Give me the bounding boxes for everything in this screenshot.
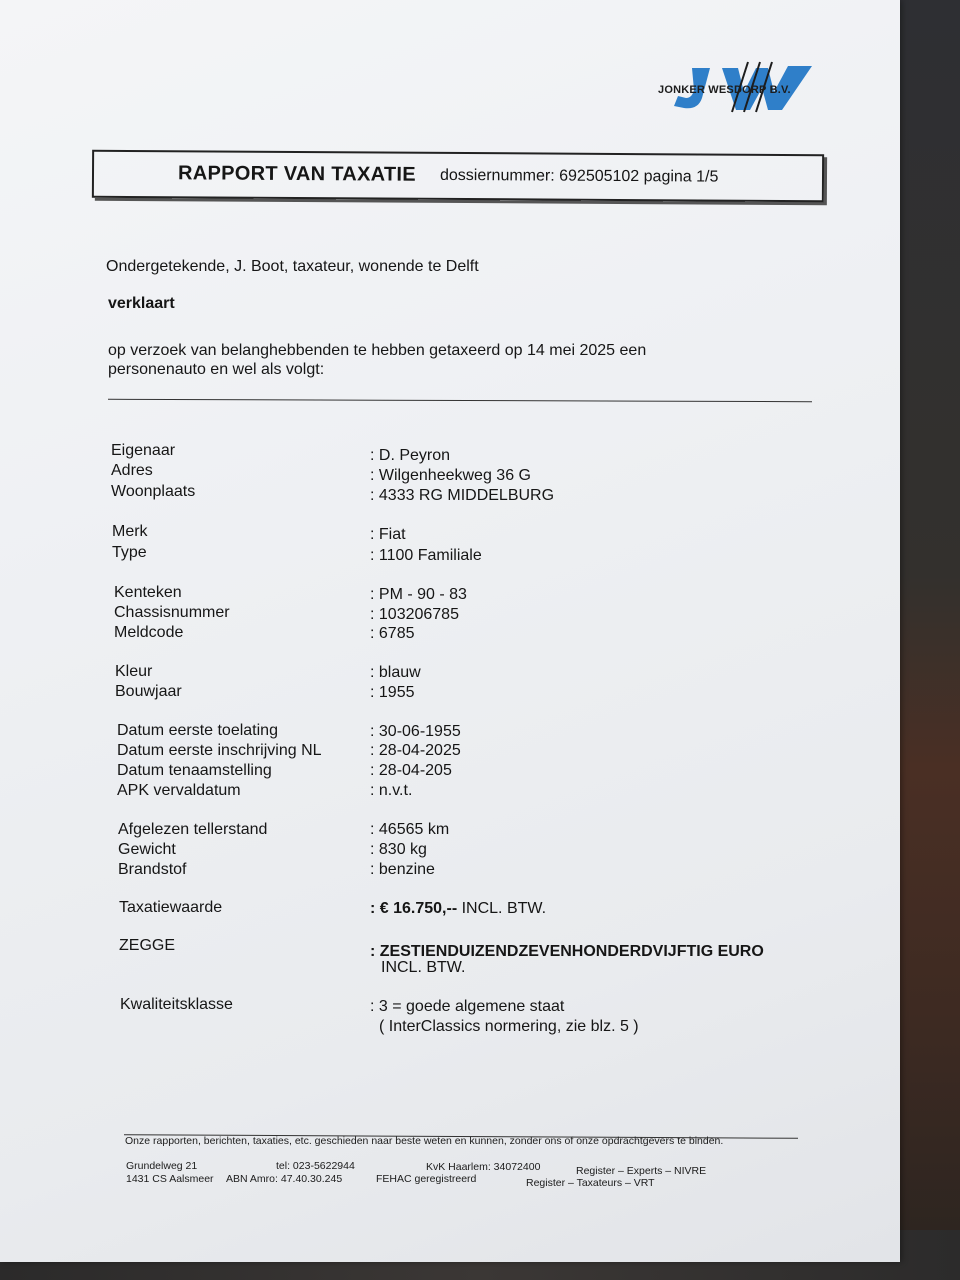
field-label: Kenteken	[114, 584, 182, 601]
field-label: Eigenaar	[111, 442, 176, 459]
field-value: : 46565 km	[370, 821, 450, 838]
field-label: Chassisnummer	[114, 604, 230, 621]
footer-disclaimer: Onze rapporten, berichten, taxaties, etc. geschieden naar beste weten en kunnen, zonder ons of onze opdrachtgevers te binden.	[125, 1135, 724, 1147]
field-value: : Wilgenheekweg 36 G	[370, 467, 531, 484]
footer-register-1: Register – Experts – NIVRE	[576, 1165, 707, 1177]
quality-class-note: ( InterClassics normering, zie blz. 5 )	[379, 1018, 639, 1035]
field-label: Type	[112, 544, 147, 561]
appraisal-amount: : € 16.750,--	[370, 900, 458, 917]
field-value: : n.v.t.	[370, 782, 413, 799]
field-value: : 28-04-205	[370, 762, 452, 779]
field-label: APK vervaldatum	[117, 782, 241, 799]
field-label: Bouwjaar	[115, 683, 182, 700]
intro-line-3: personenauto en wel als volgt:	[108, 361, 325, 378]
field-label: Woonplaats	[111, 483, 196, 500]
amount-in-words-vat: INCL. BTW.	[381, 959, 466, 976]
footer-address-1: Grundelweg 21	[126, 1160, 198, 1172]
field-value: : 4333 RG MIDDELBURG	[370, 487, 555, 504]
field-label: Adres	[111, 462, 153, 479]
footer-bank: ABN Amro: 47.40.30.245	[226, 1173, 343, 1185]
footer-fehac: FEHAC geregistreerd	[376, 1173, 477, 1185]
field-label: Meldcode	[114, 624, 184, 641]
report-title: RAPPORT VAN TAXATIE	[177, 162, 417, 186]
field-label: Kwaliteitsklasse	[120, 996, 233, 1013]
field-value: : 1100 Familiale	[370, 547, 482, 564]
declares-heading: verklaart	[108, 295, 175, 312]
field-value: : benzine	[370, 861, 435, 878]
field-label: Gewicht	[118, 841, 176, 858]
field-label: Merk	[112, 523, 148, 540]
amount-in-words: : ZESTIENDUIZENDZEVENHONDERDVIJFTIG EURO	[370, 943, 764, 960]
field-value: : 28-04-2025	[370, 742, 461, 759]
field-label: Brandstof	[118, 861, 187, 878]
field-value: : blauw	[370, 664, 421, 681]
field-value: : PM - 90 - 83	[370, 586, 467, 603]
footer-register-2: Register – Taxateurs – VRT	[526, 1177, 655, 1189]
logo-text: JONKER WESDORP B.V.	[658, 84, 791, 96]
field-label: Datum tenaamstelling	[117, 762, 272, 779]
field-label: Datum eerste toelating	[117, 722, 278, 739]
field-value: : D. Peyron	[370, 447, 451, 464]
field-label: Afgelezen tellerstand	[118, 821, 268, 838]
field-label: Kleur	[115, 663, 153, 680]
dossier-number: dossiernummer: 692505102 pagina 1/5	[439, 166, 719, 186]
field-label: ZEGGE	[119, 937, 176, 954]
field-value: : 103206785	[370, 606, 459, 623]
footer-tel: tel: 023-5622944	[276, 1160, 355, 1172]
footer-address-2: 1431 CS Aalsmeer	[126, 1173, 214, 1185]
intro-line-2: op verzoek van belanghebbenden te hebben getaxeerd op 14 mei 2025 een	[108, 342, 647, 359]
field-value: : Fiat	[370, 526, 406, 543]
appraisal-vat: INCL. BTW.	[457, 900, 547, 917]
field-value: : 830 kg	[370, 841, 427, 858]
appraisal-value	[370, 900, 546, 918]
field-value: : 1955	[370, 684, 415, 701]
intro-line-1: Ondergetekende, J. Boot, taxateur, wonende te Delft	[106, 258, 479, 275]
field-value: : 30-06-1955	[370, 723, 461, 740]
footer-kvk: KvK Haarlem: 34072400	[426, 1161, 541, 1173]
field-label: Datum eerste inschrijving NL	[117, 742, 322, 759]
field-label: Taxatiewaarde	[119, 899, 223, 916]
quality-class: : 3 = goede algemene staat	[370, 998, 565, 1015]
field-value: : 6785	[370, 625, 415, 642]
